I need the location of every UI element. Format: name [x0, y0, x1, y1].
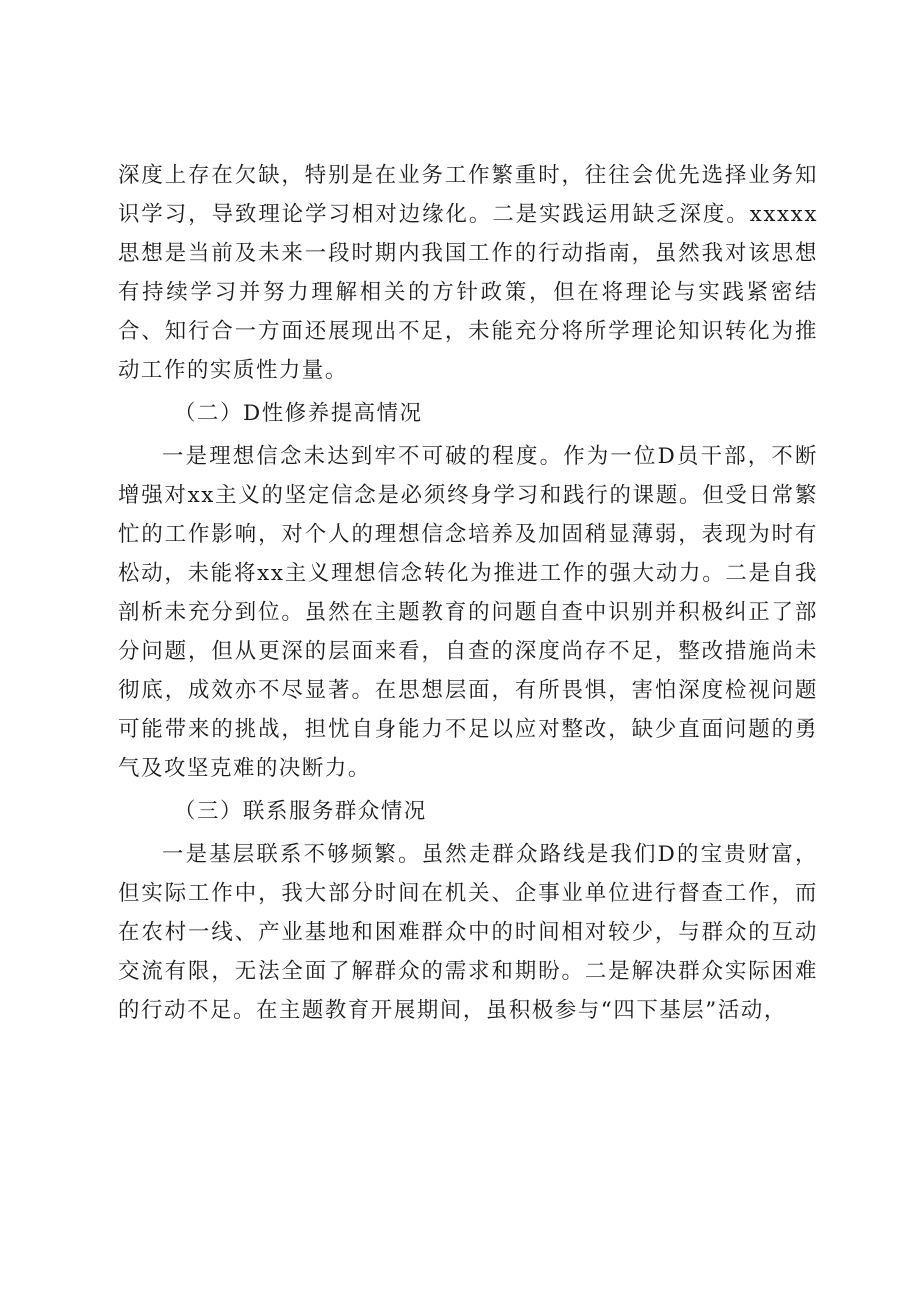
paragraph-grassroots-contact: 一是基层联系不够频繁。虽然走群众路线是我们D的宝贵财富，但实际工作中，我大部分时间在机关、企事业单位进行督查工作，而在农村一线、产业基地和困难群众中的时间相对较少，与群众的互动交流有限，无法全面了解群众的需求和期盼。二是解决群众实际困难的行动不足。在主题教育开展期间，虽积极参与“四下基层”活动，	[118, 842, 818, 1023]
paragraph-ideals-belief: 一是理想信念未达到牢不可破的程度。作为一位D员干部，不断增强对xx主义的坚定信念是必须终身学习和践行的课题。但受日常繁忙的工作影响，对个人的理想信念培养及加固稍显薄弱，表现为时有松动，未能将xx主义理想信念转化为推进工作的强大动力。二是自我剖析未充分到位。虽然在主题教育的问题自查中识别并积极纠正了部分问题，但从更深的层面来看，自查的深度尚存不足，整改措施尚未彻底，成效亦不尽显著。在思想层面，有所畏惧，害怕深度检视问题可能带来的挑战，担忧自身能力不足以应对整改，缺少直面问题的勇气及攻坚克难的决断力。	[118, 444, 818, 781]
section-heading-party-cultivation: （二）D性修养提高情况	[174, 401, 423, 426]
document-body	[118, 156, 818, 1030]
paragraph-theory-study: 深度上存在欠缺，特别是在业务工作繁重时，往往会优先选择业务知识学习，导致理论学习相对边缘化。二是实践运用缺乏深度。xxxxx思想是当前及未来一段时期内我国工作的行动指南，虽然我对该思想有持续学习并努力理解相关的方针政策，但在将理论与实践紧密结合、知行合一方面还展现出不足，未能充分将所学理论知识转化为推动工作的实质性力量。	[118, 163, 818, 383]
section-heading-serving-masses: （三）联系服务群众情况	[174, 799, 427, 824]
